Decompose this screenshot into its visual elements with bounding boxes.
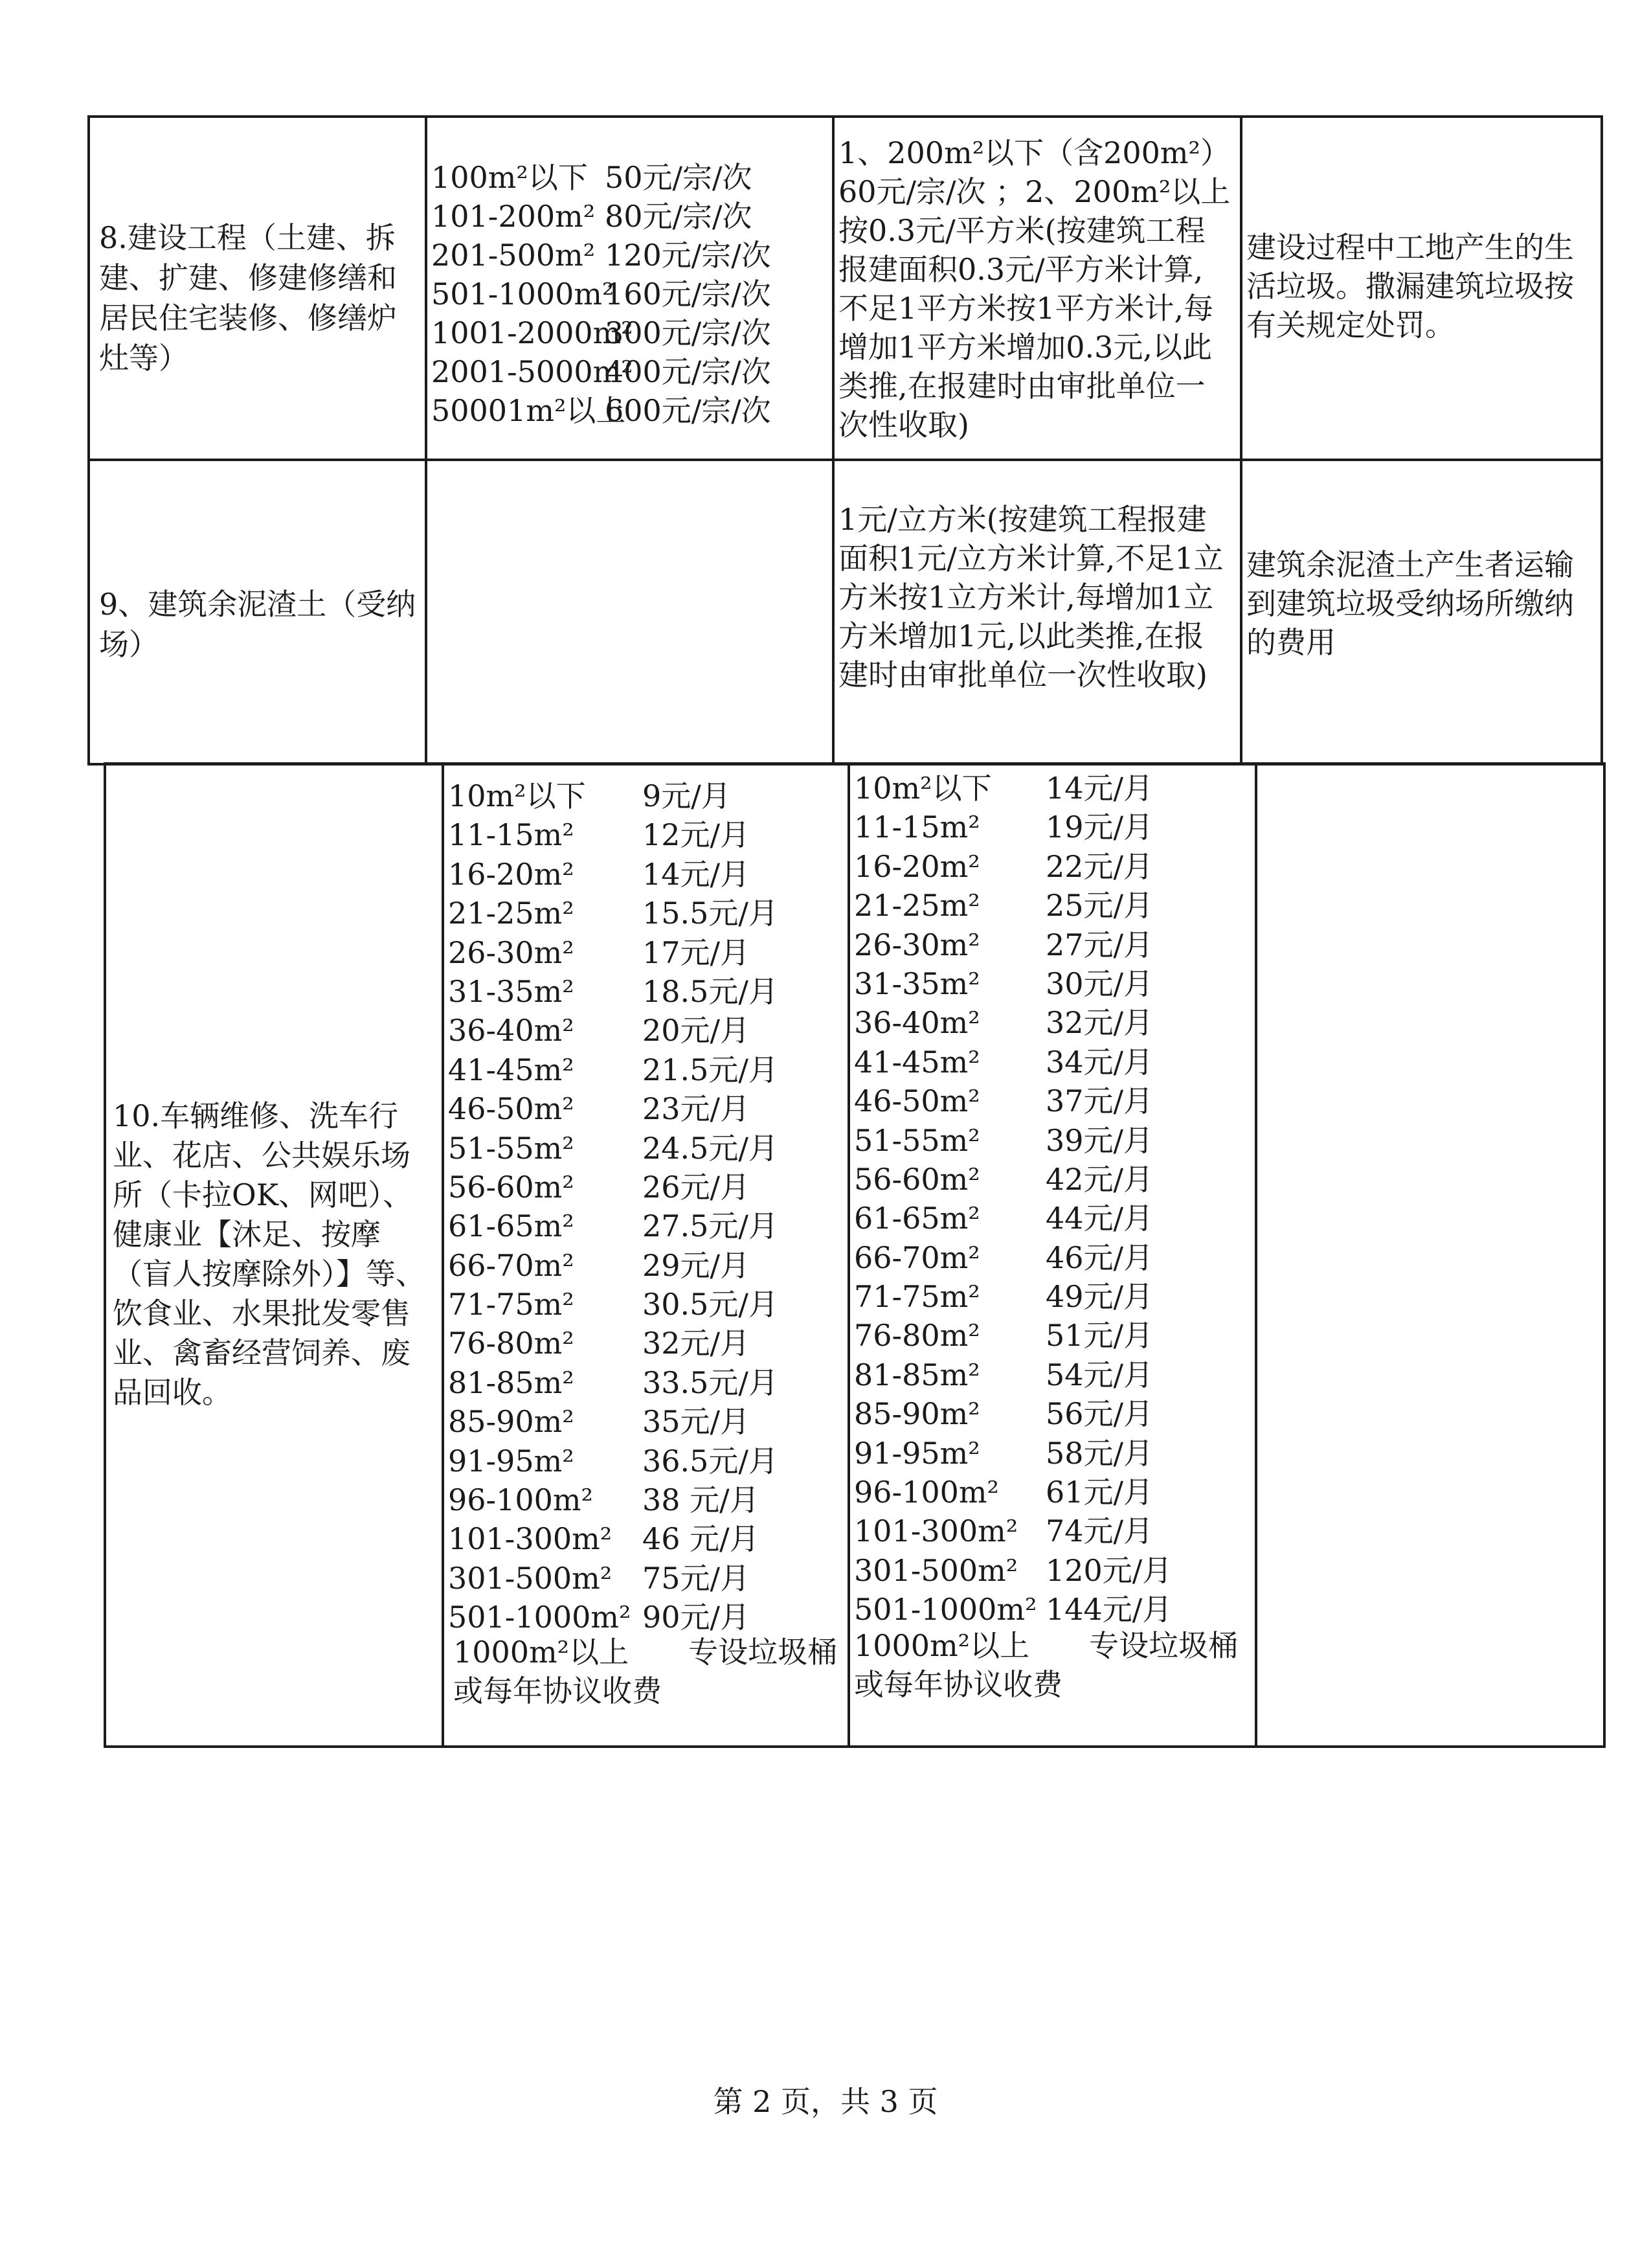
rate-price: 80元/宗/次 [605,199,752,234]
rate-range: 31-35m² [854,966,980,1001]
rate-range: 11-15m² [854,810,980,845]
rate-price: 42元/月 [1046,1161,1154,1197]
rate-price: 400元/宗/次 [605,354,771,389]
rate-price: 14元/月 [1046,771,1154,806]
rate-range: 91-95m² [448,1443,574,1479]
rate-price: 12元/月 [642,817,750,853]
rate-item [854,769,1242,808]
remark-cell [1242,118,1603,459]
rate-price: 75元/月 [642,1560,750,1596]
rate-item [448,1559,837,1598]
rate-price: 160元/宗/次 [605,277,771,312]
rate-item [448,1285,837,1324]
rate-price: 18.5元/月 [642,973,778,1009]
rate-item [854,808,1242,846]
rate-range: 26-30m² [854,927,980,962]
rate-range: 51-55m² [448,1130,574,1166]
rate-item [854,1082,1242,1120]
new-standard-cell [850,765,1255,1745]
rate-price: 9元/月 [642,778,731,813]
item-cell [106,765,442,1745]
rate-item [854,964,1242,1003]
rate-list [448,777,837,1637]
rate-item [854,886,1242,925]
remark-cell [1242,461,1603,763]
rate-price: 38 元/月 [642,1482,759,1518]
rate-item [448,1207,837,1245]
rate-price: 15.5元/月 [642,896,778,931]
rate-range: 66-70m² [854,1240,980,1275]
item-text: 9、建筑余泥渣土（受纳场） [99,587,416,662]
rate-range: 16-20m² [854,848,980,884]
rate-item [854,1121,1242,1160]
table-row [104,762,1606,1748]
rate-range: 61-65m² [448,1208,574,1244]
item-text: 10.车辆维修、洗车行业、花店、公共娱乐场所（卡拉OK、网吧）、健康业【沐足、按摩（盲人按摩除外）】等、饮食业、水果批发零售业、禽畜经营饲养、废品回收。 [113,1098,425,1410]
rate-item [431,313,820,352]
rate-item [448,933,837,972]
rate-range: 96-100m² [854,1475,999,1510]
rate-item [448,1050,837,1089]
rate-item [448,777,837,815]
rate-price: 37元/月 [1046,1083,1154,1119]
rate-item [448,1168,837,1207]
rate-price: 300元/宗/次 [605,315,771,350]
rate-range: 56-60m² [854,1161,980,1197]
rate-price: 23元/月 [642,1091,750,1127]
rate-item [448,1363,837,1402]
item-cell [90,461,425,763]
rate-item [854,1473,1242,1512]
rate-price: 30元/月 [1046,966,1154,1001]
remark-text: 建筑余泥渣土产生者运输到建筑垃圾受纳场所缴纳的费用 [1246,547,1574,660]
rate-item [448,972,837,1011]
old-standard-cell [427,118,832,459]
rate-range: 71-75m² [854,1279,980,1315]
item-text: 8.建设工程（土建、拆建、扩建、修建修缮和居民住宅装修、修缮炉灶等） [99,220,397,376]
remark-text: 建设过程中工地产生的生活垃圾。撒漏建筑垃圾按有关规定处罚。 [1246,230,1574,343]
rate-price: 19元/月 [1046,810,1154,845]
rate-item [448,815,837,854]
rate-list [431,158,820,430]
rate-range: 101-200m² [431,199,596,234]
rate-range: 76-80m² [448,1326,574,1361]
rate-range: 10m²以下 [854,771,992,806]
rate-price: 74元/月 [1046,1514,1154,1549]
rate-item [448,894,837,933]
page-number: 第 2 页，共 3 页 [713,2084,938,2119]
rate-range: 41-45m² [448,1052,574,1087]
rate-price: 26元/月 [642,1169,750,1205]
rate-range: 46-50m² [854,1083,980,1119]
rate-item [854,1199,1242,1238]
rate-price: 33.5元/月 [642,1365,778,1400]
item-cell [90,118,425,459]
rate-price: 21.5元/月 [642,1052,778,1087]
rate-item [854,1551,1242,1590]
rate-range: 36-40m² [854,1005,980,1041]
rate-item [854,1160,1242,1199]
rate-price: 51元/月 [1046,1318,1154,1354]
rate-range: 41-45m² [854,1044,980,1080]
rate-price: 35元/月 [642,1404,750,1440]
rate-range: 10m²以下 [448,778,586,813]
rate-price: 14元/月 [642,856,750,892]
rate-price: 49元/月 [1046,1279,1154,1315]
rate-price: 30.5元/月 [642,1287,778,1322]
rate-price: 39元/月 [1046,1122,1154,1158]
rate-range: 2001-5000m² [431,354,633,389]
rate-price: 56元/月 [1046,1396,1154,1432]
rate-price: 120元/宗/次 [605,238,771,273]
rate-range: 101-300m² [448,1521,612,1557]
rate-range: 1001-2000m² [431,315,633,350]
rate-item [854,1043,1242,1082]
rate-range: 101-300m² [854,1514,1018,1549]
rate-range: 50001m²以上 [431,393,626,428]
rate-item [431,197,820,236]
rate-item [431,352,820,391]
rate-price: 46 元/月 [642,1521,759,1557]
rate-range: 76-80m² [854,1318,980,1354]
rate-price: 61元/月 [1046,1475,1154,1510]
rate-item [854,847,1242,886]
table-row [87,115,1603,461]
rate-range: 66-70m² [448,1247,574,1283]
rate-range: 61-65m² [854,1201,980,1236]
rate-range: 501-1000m² [448,1600,631,1635]
rate-item [448,1598,837,1637]
rate-price: 144元/月 [1046,1592,1173,1627]
rate-item [448,855,837,894]
rate-price: 44元/月 [1046,1201,1154,1236]
rate-range: 501-1000m² [854,1592,1037,1627]
rate-price: 600元/宗/次 [605,393,771,428]
old-standard-cell [444,765,848,1745]
new-standard-text: 1元/立方米(按建筑工程报建面积1元/立方米计算,不足1立方米按1立方米计,每增加1立方米增加1元,以此类推,在报建时由审批单位一次性收取) [838,502,1224,692]
rate-range: 16-20m² [448,856,574,892]
rate-item [854,1277,1242,1316]
rate-range: 26-30m² [448,935,574,970]
rate-range: 51-55m² [854,1122,980,1158]
rate-item [854,1316,1242,1355]
rate-range: 501-1000m² [431,277,614,312]
rate-range: 71-75m² [448,1287,574,1322]
rate-range: 11-15m² [448,817,574,853]
rate-item [854,1003,1242,1042]
rate-range: 36-40m² [448,1013,574,1049]
rate-range: 56-60m² [448,1169,574,1205]
rate-price: 90元/月 [642,1600,750,1635]
rate-item [854,1238,1242,1277]
rate-item [431,275,820,313]
rate-price: 34元/月 [1046,1044,1154,1080]
rate-range: 81-85m² [854,1357,980,1392]
new-standard-text: 1、200m²以下（含200m²）60元/宗/次 ；2、200m²以上按0.3元/平方米(按建筑工程报建面积0.3元/平方米计算,不足1平方米按1平方米计,每增加1平方米增加0.3元,以此类推,在报建时由审批单位一次性收取) [838,135,1231,442]
rate-price: 50元/宗/次 [605,160,752,195]
rate-range: 85-90m² [854,1396,980,1432]
rate-item [448,1324,837,1363]
rate-price: 22元/月 [1046,848,1154,884]
rate-item [854,1590,1242,1629]
rate-list [854,769,1242,1629]
new-standard-cell [835,461,1240,763]
rate-item [431,158,820,197]
rate-price: 32元/月 [1046,1005,1154,1041]
rate-price: 20元/月 [642,1013,750,1049]
rate-item [448,1246,837,1285]
rate-item [448,1402,837,1441]
new-standard-cell [835,118,1240,459]
rate-price: 29元/月 [642,1247,750,1283]
rate-price: 27元/月 [1046,927,1154,962]
rate-price: 17元/月 [642,935,750,970]
rate-item [448,1089,837,1128]
rate-item [431,391,820,430]
rate-range: 21-25m² [854,888,980,924]
rate-item [854,1434,1242,1473]
rate-range: 301-500m² [854,1552,1018,1588]
rate-item [448,1519,837,1558]
rate-range: 91-95m² [854,1435,980,1471]
rate-range: 31-35m² [448,973,574,1009]
rate-price: 46元/月 [1046,1240,1154,1275]
rate-price: 36.5元/月 [642,1443,778,1479]
rate-item [854,1512,1242,1550]
rate-item [431,236,820,275]
rate-range: 301-500m² [448,1560,612,1596]
rate-range: 81-85m² [448,1365,574,1400]
rate-range: 96-100m² [448,1482,593,1518]
rate-price: 54元/月 [1046,1357,1154,1392]
rate-price: 24.5元/月 [642,1130,778,1166]
rate-price: 32元/月 [642,1326,750,1361]
rate-price: 58元/月 [1046,1435,1154,1471]
rate-range: 85-90m² [448,1404,574,1440]
rate-price: 25元/月 [1046,888,1154,924]
rate-range: 21-25m² [448,896,574,931]
old-standard-cell [427,461,832,763]
new-tail-text: 1000m²以上 专设垃圾桶或每年协议收费 [854,1628,1239,1702]
old-tail-text: 1000m²以上 专设垃圾桶或每年协议收费 [453,1635,838,1708]
rate-item [854,1355,1242,1394]
table-row [87,459,1603,765]
rate-item [448,1442,837,1480]
rate-item [854,925,1242,964]
rate-price: 27.5元/月 [642,1208,778,1244]
rate-item [854,1394,1242,1433]
rate-range: 46-50m² [448,1091,574,1127]
remark-cell [1257,765,1606,1745]
rate-range: 201-500m² [431,238,596,273]
rate-item [448,1011,837,1050]
rate-price: 120元/月 [1046,1552,1173,1588]
rate-item [448,1480,837,1519]
rate-item [448,1129,837,1168]
rate-range: 100m²以下 [431,160,588,195]
